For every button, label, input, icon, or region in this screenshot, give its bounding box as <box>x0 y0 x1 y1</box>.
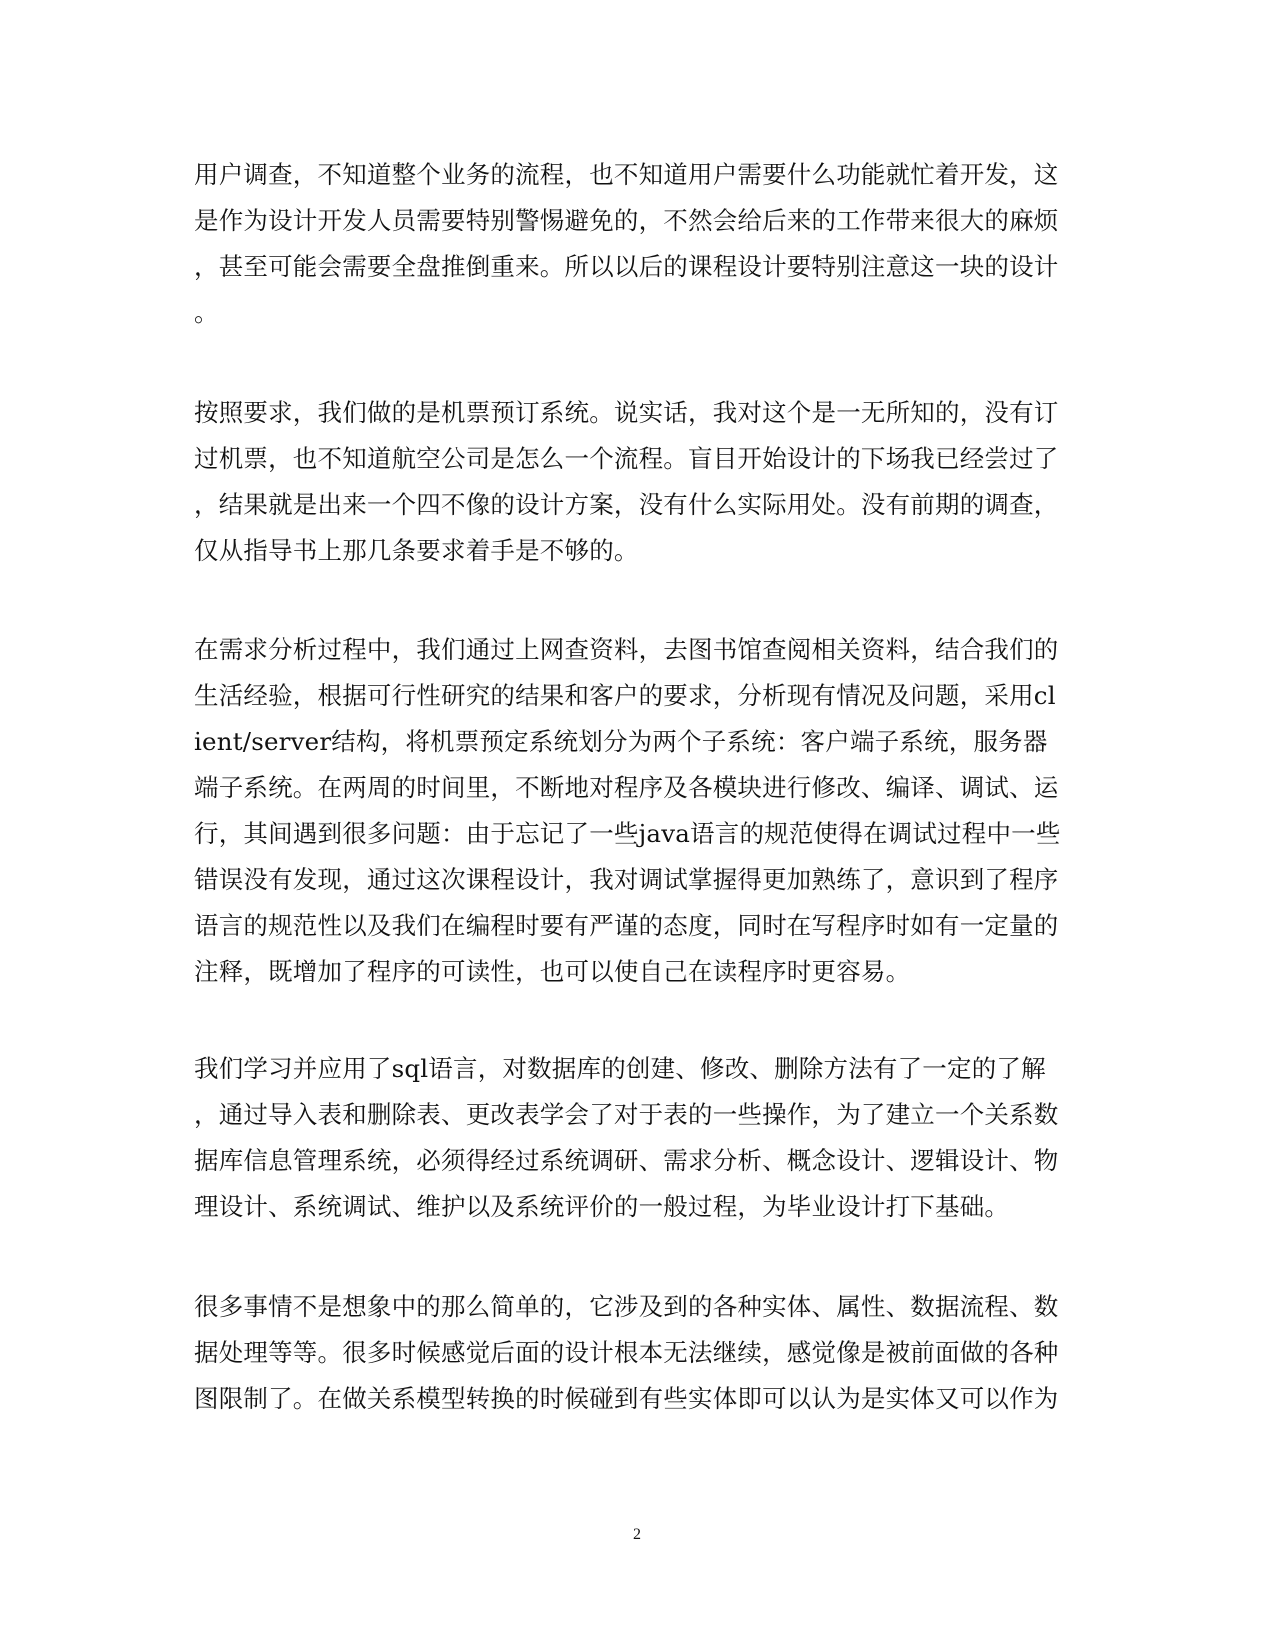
text-line: 我们学习并应用了sql语言，对数据库的创建、修改、删除方法有了一定的了解 <box>194 1054 1046 1083</box>
text-line: 行，其间遇到很多问题：由于忘记了一些java语言的规范使得在调试过程中一些 <box>194 819 1061 848</box>
text-line: ，通过导入表和删除表、更改表学会了对于表的一些操作，为了建立一个关系数 <box>194 1100 1059 1129</box>
text-line: 是作为设计开发人员需要特别警惕避免的，不然会给后来的工作带来很大的麻烦 <box>194 206 1059 235</box>
text-line: 生活经验，根据可行性研究的结果和客户的要求，分析现有情况及问题，采用cl <box>194 681 1056 710</box>
text-line: 。 <box>194 298 219 327</box>
text-line: 据库信息管理系统，必须得经过系统调研、需求分析、概念设计、逻辑设计、物 <box>194 1146 1059 1175</box>
text-line: ，甚至可能会需要全盘推倒重来。所以以后的课程设计要特别注意这一块的设计 <box>194 252 1059 281</box>
text-line: 按照要求，我们做的是机票预订系统。说实话，我对这个是一无所知的，没有订 <box>194 398 1059 427</box>
text-line: 仅从指导书上那几条要求着手是不够的。 <box>194 536 639 565</box>
text-line: 用户调查，不知道整个业务的流程，也不知道用户需要什么功能就忙着开发，这 <box>194 160 1059 189</box>
text-line: ient/server结构，将机票预定系统划分为两个子系统：客户端子系统，服务器 <box>194 727 1048 756</box>
text-line: 端子系统。在两周的时间里，不断地对程序及各模块进行修改、编译、调试、运 <box>194 773 1059 802</box>
text-line: 注释，既增加了程序的可读性，也可以使自己在读程序时更容易。 <box>194 957 911 986</box>
page-number: 2 <box>633 1526 641 1543</box>
text-line: 很多事情不是想象中的那么简单的，它涉及到的各种实体、属性、数据流程、数 <box>194 1292 1059 1321</box>
text-line: 过机票，也不知道航空公司是怎么一个流程。盲目开始设计的下场我已经尝过了 <box>194 444 1059 473</box>
text-line: 在需求分析过程中，我们通过上网查资料，去图书馆查阅相关资料，结合我们的 <box>194 635 1059 664</box>
text-line: 据处理等等。很多时候感觉后面的设计根本无法继续，感觉像是被前面做的各种 <box>194 1338 1059 1367</box>
text-line: 语言的规范性以及我们在编程时要有严谨的态度，同时在写程序时如有一定量的 <box>194 911 1059 940</box>
text-line: 错误没有发现，通过这次课程设计，我对调试掌握得更加熟练了，意识到了程序 <box>194 865 1059 894</box>
text-line: 图限制了。在做关系模型转换的时候碰到有些实体即可以认为是实体又可以作为 <box>194 1384 1059 1413</box>
text-line: ，结果就是出来一个四不像的设计方案，没有什么实际用处。没有前期的调查， <box>194 490 1059 519</box>
text-line: 理设计、系统调试、维护以及系统评价的一般过程，为毕业设计打下基础。 <box>194 1192 1010 1221</box>
